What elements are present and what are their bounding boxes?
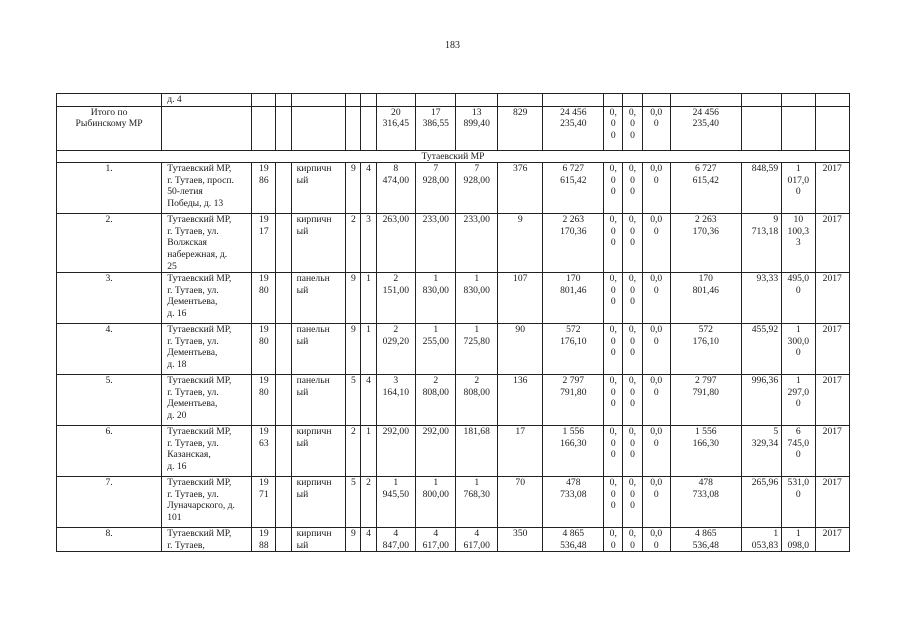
fund-regional-cell: 0, 0 0 xyxy=(623,163,642,214)
fund-regional-cell: 0, 0 0 xyxy=(623,324,642,375)
total-area-cell: 3 164,10 xyxy=(376,375,415,426)
total-unit-cost-cell xyxy=(741,106,781,150)
table-cell xyxy=(497,94,543,107)
private-area-cell: 2 808,00 xyxy=(456,375,497,426)
floors-cell: 5 xyxy=(346,375,361,426)
residents-cell: 9 xyxy=(497,214,543,273)
floors-cell: 2 xyxy=(346,426,361,477)
row-number-cell: 5. xyxy=(57,375,162,426)
address-cell: Тутаевский МР, г. Тутаев, просп. 50-летия Победы, д. 13 xyxy=(162,163,252,214)
row-number-cell: 7. xyxy=(57,477,162,528)
row-number-cell: 1. xyxy=(57,163,162,214)
table-cell xyxy=(276,163,291,214)
fund-other-cell: 6 727 615,42 xyxy=(670,163,741,214)
unit-cost-cell: 848,59 xyxy=(741,163,781,214)
total-area-cell: 20 316,45 xyxy=(376,106,415,150)
table-cell xyxy=(276,94,291,107)
living-area-cell: 1 255,00 xyxy=(416,324,456,375)
year-built-cell: 19 63 xyxy=(252,426,276,477)
table-cell xyxy=(291,106,346,150)
table-cell xyxy=(57,94,162,107)
table-cell xyxy=(346,106,361,150)
year-cell: 2017 xyxy=(815,163,850,214)
year-cell: 2017 xyxy=(815,273,850,324)
max-cost-cell: 1 098,0 xyxy=(782,528,815,552)
table-cell xyxy=(416,94,456,107)
address-cell: Тутаевский МР, г. Тутаев, ул. Дементьева, д. 20 xyxy=(162,375,252,426)
year-built-cell: 19 86 xyxy=(252,163,276,214)
fund-local-cell: 0,0 0 xyxy=(642,375,670,426)
entrances-cell: 2 xyxy=(361,477,376,528)
private-area-cell: 181,68 xyxy=(456,426,497,477)
table-cell xyxy=(543,94,604,107)
total-fund-federal-cell: 0, 0 0 xyxy=(604,106,623,150)
year-built-cell: 19 71 xyxy=(252,477,276,528)
fund-federal-cell: 0, 0 0 xyxy=(604,163,623,214)
fund-other-cell: 2 797 791,80 xyxy=(670,375,741,426)
fund-local-cell: 0,0 0 xyxy=(642,477,670,528)
table-cell xyxy=(642,94,670,107)
table-row xyxy=(57,324,850,375)
fund-federal-cell: 0, 0 0 xyxy=(604,324,623,375)
fund-other-cell: 478 733,08 xyxy=(670,477,741,528)
table-cell xyxy=(276,477,291,528)
year-cell: 2017 xyxy=(815,214,850,273)
living-area-cell: 2 808,00 xyxy=(416,375,456,426)
max-cost-cell: 1 017,0 0 xyxy=(782,163,815,214)
table-cell xyxy=(604,94,623,107)
page-number: 183 xyxy=(445,40,460,51)
table-cell xyxy=(276,106,291,150)
fund-federal-cell: 0, 0 0 xyxy=(604,426,623,477)
entrances-cell: 4 xyxy=(361,375,376,426)
wall-material-cell: панельн ый xyxy=(291,324,346,375)
private-area-cell: 1 725,80 xyxy=(456,324,497,375)
table-cell xyxy=(276,426,291,477)
wall-material-cell: кирпичн ый xyxy=(291,528,346,552)
address-cell: Тутаевский МР, г. Тутаев, xyxy=(162,528,252,552)
table-cell xyxy=(815,94,850,107)
floors-cell: 9 xyxy=(346,528,361,552)
cost-total-cell: 6 727 615,42 xyxy=(543,163,604,214)
total-living-area-cell: 17 386,55 xyxy=(416,106,456,150)
fund-local-cell: 0,0 0 xyxy=(642,273,670,324)
address-cell: Тутаевский МР, г. Тутаев, ул. Луначарского, д. 101 xyxy=(162,477,252,528)
table-cell xyxy=(670,94,741,107)
fund-regional-cell: 0, 0 0 xyxy=(623,426,642,477)
entrances-cell: 4 xyxy=(361,163,376,214)
year-built-cell: 19 80 xyxy=(252,324,276,375)
floors-cell: 2 xyxy=(346,214,361,273)
table-cell xyxy=(456,94,497,107)
unit-cost-cell: 1 053,83 xyxy=(741,528,781,552)
address-cell: д. 4 xyxy=(162,94,252,107)
year-built-cell: 19 80 xyxy=(252,375,276,426)
cost-total-cell: 2 263 170,36 xyxy=(543,214,604,273)
living-area-cell: 1 800,00 xyxy=(416,477,456,528)
residents-cell: 376 xyxy=(497,163,543,214)
residents-cell: 107 xyxy=(497,273,543,324)
fund-regional-cell: 0, 0 0 xyxy=(623,273,642,324)
living-area-cell: 7 928,00 xyxy=(416,163,456,214)
fund-local-cell: 0,0 0 xyxy=(642,214,670,273)
residents-cell: 90 xyxy=(497,324,543,375)
address-cell: Тутаевский МР, г. Тутаев, ул. Дементьева, д. 16 xyxy=(162,273,252,324)
living-area-cell: 1 830,00 xyxy=(416,273,456,324)
private-area-cell: 4 617,00 xyxy=(456,528,497,552)
table-row xyxy=(57,163,850,214)
wall-material-cell: кирпичн ый xyxy=(291,477,346,528)
row-number-cell: 2. xyxy=(57,214,162,273)
fund-other-cell: 1 556 166,30 xyxy=(670,426,741,477)
year-cell: 2017 xyxy=(815,375,850,426)
residents-cell: 350 xyxy=(497,528,543,552)
table-row xyxy=(57,214,850,273)
private-area-cell: 7 928,00 xyxy=(456,163,497,214)
table-cell xyxy=(252,106,276,150)
fund-other-cell: 4 865 536,48 xyxy=(670,528,741,552)
total-area-cell: 4 847,00 xyxy=(376,528,415,552)
entrances-cell: 4 xyxy=(361,528,376,552)
table-row xyxy=(57,477,850,528)
table-cell xyxy=(623,94,642,107)
fund-federal-cell: 0, 0 0 xyxy=(604,273,623,324)
private-area-cell: 1 830,00 xyxy=(456,273,497,324)
total-private-area-cell: 13 899,40 xyxy=(456,106,497,150)
table-cell xyxy=(276,375,291,426)
total-label-cell: Итого по Рыбинскому МР xyxy=(57,106,162,150)
wall-material-cell: кирпичн ый xyxy=(291,214,346,273)
year-built-cell: 19 88 xyxy=(252,528,276,552)
living-area-cell: 4 617,00 xyxy=(416,528,456,552)
fund-other-cell: 170 801,46 xyxy=(670,273,741,324)
section-row xyxy=(57,150,850,163)
total-fund-local-cell: 0,0 0 xyxy=(642,106,670,150)
total-area-cell: 1 945,50 xyxy=(376,477,415,528)
table-cell xyxy=(361,106,376,150)
cost-total-cell: 4 865 536,48 xyxy=(543,528,604,552)
total-max-cost-cell xyxy=(782,106,815,150)
floors-cell: 9 xyxy=(346,273,361,324)
table-row xyxy=(57,375,850,426)
table-cell xyxy=(252,94,276,107)
total-fund-other-cell: 24 456 235,40 xyxy=(670,106,741,150)
cost-total-cell: 1 556 166,30 xyxy=(543,426,604,477)
row-number-cell: 3. xyxy=(57,273,162,324)
table-cell xyxy=(162,106,252,150)
unit-cost-cell: 265,96 xyxy=(741,477,781,528)
max-cost-cell: 1 297,0 0 xyxy=(782,375,815,426)
year-cell: 2017 xyxy=(815,426,850,477)
year-built-cell: 19 17 xyxy=(252,214,276,273)
unit-cost-cell: 5 329,34 xyxy=(741,426,781,477)
cost-total-cell: 572 176,10 xyxy=(543,324,604,375)
fund-federal-cell: 0, 0 xyxy=(604,528,623,552)
total-fund-regional-cell: 0, 0 0 xyxy=(623,106,642,150)
address-cell: Тутаевский МР, г. Тутаев, ул. Дементьева, д. 18 xyxy=(162,324,252,375)
fund-local-cell: 0,0 0 xyxy=(642,426,670,477)
fund-regional-cell: 0, 0 0 xyxy=(623,375,642,426)
address-cell: Тутаевский МР, г. Тутаев, ул. Казанская, д. 16 xyxy=(162,426,252,477)
unit-cost-cell: 455,92 xyxy=(741,324,781,375)
row-number-cell: 8. xyxy=(57,528,162,552)
max-cost-cell: 6 745,0 0 xyxy=(782,426,815,477)
max-cost-cell: 1 300,0 0 xyxy=(782,324,815,375)
fund-federal-cell: 0, 0 0 xyxy=(604,375,623,426)
fund-local-cell: 0,0 0 xyxy=(642,528,670,552)
total-area-cell: 292,00 xyxy=(376,426,415,477)
max-cost-cell: 531,0 0 xyxy=(782,477,815,528)
total-row xyxy=(57,106,850,150)
total-area-cell: 2 151,00 xyxy=(376,273,415,324)
living-area-cell: 292,00 xyxy=(416,426,456,477)
private-area-cell: 1 768,30 xyxy=(456,477,497,528)
table-cell xyxy=(782,94,815,107)
section-title: Тутаевский МР xyxy=(57,150,850,163)
table-cell xyxy=(346,94,361,107)
living-area-cell: 233,00 xyxy=(416,214,456,273)
total-area-cell: 263,00 xyxy=(376,214,415,273)
year-cell: 2017 xyxy=(815,477,850,528)
fund-other-cell: 572 176,10 xyxy=(670,324,741,375)
fund-local-cell: 0,0 0 xyxy=(642,324,670,375)
wall-material-cell: панельн ый xyxy=(291,375,346,426)
table-row xyxy=(57,273,850,324)
table-row xyxy=(57,94,850,107)
unit-cost-cell: 9 713,18 xyxy=(741,214,781,273)
wall-material-cell: кирпичн ый xyxy=(291,426,346,477)
floors-cell: 9 xyxy=(346,324,361,375)
year-built-cell: 19 80 xyxy=(252,273,276,324)
table-cell xyxy=(276,214,291,273)
table-cell xyxy=(276,324,291,375)
fund-regional-cell: 0, 0 0 xyxy=(623,477,642,528)
cost-total-cell: 2 797 791,80 xyxy=(543,375,604,426)
table-body xyxy=(57,94,850,552)
total-residents-cell: 829 xyxy=(497,106,543,150)
wall-material-cell: панельн ый xyxy=(291,273,346,324)
table-row xyxy=(57,426,850,477)
address-cell: Тутаевский МР, г. Тутаев, ул. Волжская набережная, д. 25 xyxy=(162,214,252,273)
table-row xyxy=(57,528,850,552)
table-cell xyxy=(741,94,781,107)
floors-cell: 9 xyxy=(346,163,361,214)
table-cell xyxy=(276,273,291,324)
total-cost-cell: 24 456 235,40 xyxy=(543,106,604,150)
entrances-cell: 3 xyxy=(361,214,376,273)
fund-other-cell: 2 263 170,36 xyxy=(670,214,741,273)
unit-cost-cell: 93,33 xyxy=(741,273,781,324)
table-cell xyxy=(376,94,415,107)
housing-register-table xyxy=(56,93,850,552)
row-number-cell: 4. xyxy=(57,324,162,375)
table-cell xyxy=(361,94,376,107)
fund-federal-cell: 0, 0 0 xyxy=(604,477,623,528)
residents-cell: 70 xyxy=(497,477,543,528)
fund-regional-cell: 0, 0 0 xyxy=(623,214,642,273)
max-cost-cell: 495,0 0 xyxy=(782,273,815,324)
total-area-cell: 8 474,00 xyxy=(376,163,415,214)
max-cost-cell: 10 100,3 3 xyxy=(782,214,815,273)
residents-cell: 17 xyxy=(497,426,543,477)
entrances-cell: 1 xyxy=(361,426,376,477)
entrances-cell: 1 xyxy=(361,273,376,324)
residents-cell: 136 xyxy=(497,375,543,426)
row-number-cell: 6. xyxy=(57,426,162,477)
cost-total-cell: 478 733,08 xyxy=(543,477,604,528)
fund-local-cell: 0,0 0 xyxy=(642,163,670,214)
entrances-cell: 1 xyxy=(361,324,376,375)
floors-cell: 5 xyxy=(346,477,361,528)
total-year-cell xyxy=(815,106,850,150)
cost-total-cell: 170 801,46 xyxy=(543,273,604,324)
fund-regional-cell: 0, 0 xyxy=(623,528,642,552)
unit-cost-cell: 996,36 xyxy=(741,375,781,426)
fund-federal-cell: 0, 0 0 xyxy=(604,214,623,273)
year-cell: 2017 xyxy=(815,528,850,552)
private-area-cell: 233,00 xyxy=(456,214,497,273)
year-cell: 2017 xyxy=(815,324,850,375)
total-area-cell: 2 029,20 xyxy=(376,324,415,375)
table-cell xyxy=(291,94,346,107)
wall-material-cell: кирпичн ый xyxy=(291,163,346,214)
table-cell xyxy=(276,528,291,552)
